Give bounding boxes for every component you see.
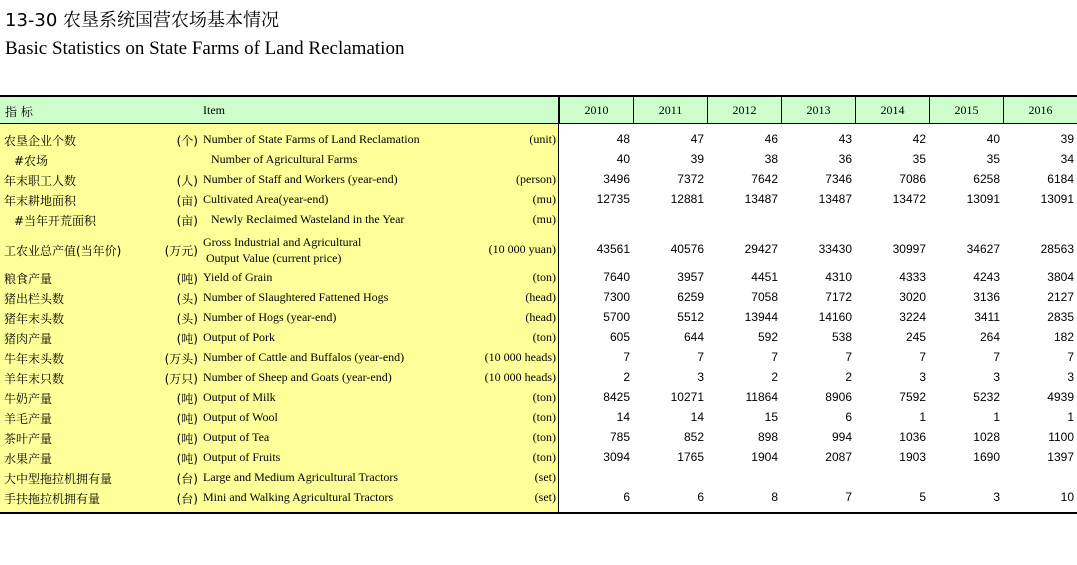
value-cell: 46 [764, 132, 778, 146]
row-label-en-line1: Cultivated Area(year-end) [203, 192, 329, 206]
value-cell: 7 [623, 350, 630, 364]
header-rule [0, 123, 1077, 124]
value-cell: 6258 [973, 172, 1000, 186]
value-cell: 3 [697, 370, 704, 384]
value-cell: 785 [609, 430, 630, 444]
value-cell: 3411 [974, 310, 1000, 324]
value-cell: 39 [690, 152, 704, 166]
row-label-en [203, 490, 393, 505]
row-unit-en: (ton) [532, 390, 556, 404]
value-cell: 2087 [825, 450, 852, 464]
row-label-cn: 猪年末头数 [4, 312, 65, 326]
row-label-cn: 牛奶产量 [4, 392, 53, 406]
row-label-cn: 茶叶产量 [4, 432, 53, 446]
row-unit-cn: (台) [176, 472, 198, 486]
row-label-en-line1: Number of Slaughtered Fattened Hogs [203, 290, 389, 304]
value-cell: 1 [993, 410, 1000, 424]
value-cell: 47 [690, 132, 704, 146]
row-label-en-line1: Number of Staff and Workers (year-end) [203, 172, 398, 186]
value-cell: 1036 [899, 430, 926, 444]
row-label-cn: 年末职工人数 [4, 174, 77, 188]
value-cell: 13487 [818, 192, 852, 206]
row-label-en [203, 470, 398, 485]
value-cell: 1 [919, 410, 926, 424]
value-cell: 1100 [1048, 430, 1074, 444]
value-cell: 35 [912, 152, 926, 166]
value-cell: 2 [845, 370, 852, 384]
value-cell: 48 [616, 132, 630, 146]
value-cell: 13944 [744, 310, 778, 324]
value-cell: 7172 [825, 290, 852, 304]
value-cell: 40 [986, 132, 1000, 146]
row-label-cn: 羊毛产量 [4, 412, 53, 426]
value-cell: 3136 [973, 290, 1000, 304]
row-unit-en: (mu) [532, 212, 556, 226]
value-cell: 2 [771, 370, 778, 384]
row-unit-cn: (吨) [176, 272, 198, 286]
row-unit-cn: (亩) [176, 214, 198, 228]
value-cell: 7592 [899, 390, 926, 404]
value-cell: 7 [919, 350, 926, 364]
row-unit-en: (mu) [532, 192, 556, 206]
row-unit-cn: (吨) [176, 392, 198, 406]
value-cell: 6 [845, 410, 852, 424]
row-label-cn: 手扶拖拉机拥有量 [4, 492, 101, 506]
value-cell: 6 [623, 490, 630, 504]
year-header: 2010 [559, 97, 633, 123]
row-label-en-line1: Yield of Grain [203, 270, 273, 284]
row-label-en-line1: Number of Sheep and Goats (year-end) [203, 370, 392, 384]
value-cell: 4310 [825, 270, 852, 284]
value-cell: 40 [616, 152, 630, 166]
row-unit-en: (set) [534, 470, 556, 484]
value-cell: 3957 [677, 270, 704, 284]
value-cell: 7642 [751, 172, 778, 186]
value-cell: 5512 [677, 310, 704, 324]
value-cell: 4333 [899, 270, 926, 284]
value-cell: 3 [1067, 370, 1074, 384]
value-cell: 3 [993, 490, 1000, 504]
row-unit-cn: (吨) [176, 432, 198, 446]
value-cell: 1028 [973, 430, 1000, 444]
row-label-en-line1: Gross Industrial and Agricultural [203, 235, 362, 249]
row-label-en [211, 152, 357, 167]
value-cell: 1690 [973, 450, 1000, 464]
row-label-cn: 粮食产量 [4, 272, 53, 286]
value-cell: 13472 [892, 192, 926, 206]
row-unit-en: (head) [525, 290, 556, 304]
bottom-rule [0, 512, 1077, 514]
value-cell: 6 [697, 490, 704, 504]
year-header: 2015 [929, 97, 1003, 123]
row-label-cn: 猪出栏头数 [4, 292, 65, 306]
column-divider [558, 97, 559, 513]
value-cell: 6184 [1047, 172, 1074, 186]
row-unit-cn: (吨) [176, 332, 198, 346]
row-unit-en: (unit) [529, 132, 556, 146]
row-label-en [203, 192, 328, 207]
value-cell: 39 [1060, 132, 1074, 146]
value-cell: 2 [623, 370, 630, 384]
row-label-en-line1: Number of State Farms of Land Reclamation [203, 132, 420, 146]
value-cell: 605 [609, 330, 630, 344]
value-cell: 994 [831, 430, 852, 444]
value-cell: 5 [919, 490, 926, 504]
value-cell: 11864 [745, 390, 778, 404]
table-title-cn: 13-30 农垦系统国营农场基本情况 [5, 10, 280, 31]
row-unit-cn: (头) [176, 312, 198, 326]
row-label-en [203, 450, 280, 465]
value-cell: 13091 [1040, 192, 1074, 206]
value-cell: 36 [838, 152, 852, 166]
row-label-en-line1: Large and Medium Agricultural Tractors [203, 470, 399, 484]
value-cell: 40576 [670, 242, 704, 256]
value-cell: 8425 [603, 390, 630, 404]
value-cell: 7 [1067, 350, 1074, 364]
value-cell: 13091 [966, 192, 1000, 206]
row-unit-en: (ton) [532, 450, 556, 464]
value-cell: 7640 [603, 270, 630, 284]
value-cell: 8906 [825, 390, 852, 404]
row-label-cn: 大中型拖拉机拥有量 [4, 472, 113, 486]
year-header: 2014 [855, 97, 929, 123]
row-label-en-line1: Number of Hogs (year-end) [203, 310, 337, 324]
value-cell: 1904 [751, 450, 778, 464]
value-cell: 2835 [1047, 310, 1074, 324]
row-label-en [203, 132, 420, 147]
value-cell: 15 [764, 410, 778, 424]
value-cell: 1397 [1047, 450, 1074, 464]
value-cell: 33430 [818, 242, 852, 256]
row-label-en [203, 310, 336, 325]
row-label-en-line1: Newly Reclaimed Wasteland in the Year [211, 212, 405, 226]
value-cell: 28563 [1040, 242, 1074, 256]
value-cell: 4243 [973, 270, 1000, 284]
value-cell: 14160 [818, 310, 852, 324]
value-cell: 10 [1060, 490, 1074, 504]
row-label-en-line1: Output of Tea [203, 430, 270, 444]
value-cell: 6259 [677, 290, 704, 304]
row-label-en-line1: Output of Wool [203, 410, 278, 424]
value-cell: 12735 [596, 192, 630, 206]
value-cell: 7346 [825, 172, 852, 186]
row-label-cn: 猪肉产量 [4, 332, 53, 346]
row-unit-cn: (个) [176, 134, 198, 148]
row-label-cn: 水果产量 [4, 452, 53, 466]
year-header: 2013 [781, 97, 855, 123]
row-label-en-line2: Output Value (current price) [206, 251, 342, 265]
row-label-cn: 牛年末头数 [4, 352, 65, 366]
row-unit-cn: (亩) [176, 194, 198, 208]
year-header: 2011 [633, 97, 707, 123]
value-cell: 3804 [1047, 270, 1074, 284]
row-label-en-line1: Output of Pork [203, 330, 275, 344]
row-unit-en: (ton) [532, 410, 556, 424]
value-cell: 3 [919, 370, 926, 384]
value-cell: 2127 [1047, 290, 1074, 304]
value-cell: 5232 [973, 390, 1000, 404]
row-unit-en: (head) [525, 310, 556, 324]
value-cell: 3020 [899, 290, 926, 304]
row-unit-cn: (头) [176, 292, 198, 306]
value-cell: 29427 [744, 242, 778, 256]
row-label-en-line1: Number of Agricultural Farms [211, 152, 358, 166]
value-cell: 264 [979, 330, 1000, 344]
row-label-en [203, 370, 392, 385]
row-unit-cn: (吨) [176, 412, 198, 426]
row-label-cn: 年末耕地面积 [4, 194, 77, 208]
value-cell: 7372 [677, 172, 704, 186]
header-item-en: Item [203, 103, 225, 117]
value-cell: 538 [831, 330, 852, 344]
row-label-en-line1: Mini and Walking Agricultural Tractors [203, 490, 394, 504]
row-label-en [203, 330, 275, 345]
header-indicator-cn: 指 标 [5, 105, 33, 119]
row-unit-en: (10 000 yuan) [488, 242, 556, 256]
value-cell: 43 [838, 132, 852, 146]
value-cell: 5700 [603, 310, 630, 324]
row-unit-cn: (吨) [176, 452, 198, 466]
value-cell: 1 [1067, 410, 1074, 424]
row-unit-en: (10 000 heads) [484, 350, 556, 364]
row-unit-cn: (台) [176, 492, 198, 506]
value-cell: 245 [905, 330, 926, 344]
value-cell: 10271 [670, 390, 704, 404]
value-cell: 7 [845, 490, 852, 504]
value-cell: 852 [683, 430, 704, 444]
value-cell: 34 [1060, 152, 1074, 166]
table-title-en: Basic Statistics on State Farms of Land Reclamation [5, 38, 405, 59]
value-cell: 7 [771, 350, 778, 364]
value-cell: 182 [1053, 330, 1074, 344]
value-cell: 13487 [744, 192, 778, 206]
value-cell: 898 [757, 430, 778, 444]
row-label-en [211, 212, 404, 227]
value-cell: 43561 [596, 242, 630, 256]
row-unit-en: (set) [534, 490, 556, 504]
row-label-cn: #农场 [14, 154, 49, 168]
row-unit-cn: (万只) [164, 372, 198, 386]
row-label-en-line1: Number of Cattle and Buffalos (year-end) [203, 350, 405, 364]
value-cell: 3496 [603, 172, 630, 186]
row-unit-en: (person) [516, 172, 556, 186]
row-label-en [203, 234, 361, 266]
value-cell: 35 [986, 152, 1000, 166]
row-label-en [203, 350, 404, 365]
value-cell: 1903 [899, 450, 926, 464]
value-cell: 12881 [670, 192, 704, 206]
value-cell: 644 [683, 330, 704, 344]
value-cell: 8 [771, 490, 778, 504]
value-cell: 3 [993, 370, 1000, 384]
value-cell: 4939 [1047, 390, 1074, 404]
row-label-en [203, 172, 398, 187]
row-unit-cn: (人) [176, 174, 198, 188]
row-label-cn: 农垦企业个数 [4, 134, 77, 148]
value-cell: 7 [845, 350, 852, 364]
value-cell: 7086 [899, 172, 926, 186]
row-label-cn: 工农业总产值(当年价) [4, 244, 122, 258]
value-cell: 7300 [603, 290, 630, 304]
row-label-en [203, 430, 269, 445]
row-unit-cn: (万元) [164, 244, 198, 258]
row-label-en-line1: Output of Milk [203, 390, 276, 404]
row-unit-cn: (万头) [164, 352, 198, 366]
value-cell: 30997 [892, 242, 926, 256]
value-cell: 4451 [751, 270, 778, 284]
value-cell: 1765 [677, 450, 704, 464]
row-label-en-line1: Output of Fruits [203, 450, 281, 464]
value-cell: 14 [690, 410, 704, 424]
value-cell: 592 [757, 330, 778, 344]
year-header: 2016 [1003, 97, 1077, 123]
year-header: 2012 [707, 97, 781, 123]
row-label-en [203, 270, 272, 285]
top-rule [0, 95, 1077, 97]
row-label-en [203, 290, 388, 305]
row-unit-en: (ton) [532, 330, 556, 344]
value-cell: 14 [616, 410, 630, 424]
row-label-en [203, 390, 276, 405]
row-unit-en: (10 000 heads) [484, 370, 556, 384]
value-cell: 7 [697, 350, 704, 364]
row-label-en [203, 410, 278, 425]
value-cell: 7 [993, 350, 1000, 364]
value-cell: 34627 [966, 242, 1000, 256]
header-left-bg [0, 97, 558, 123]
row-label-cn: 羊年末只数 [4, 372, 65, 386]
row-label-cn: #当年开荒面积 [14, 214, 97, 228]
value-cell: 3224 [899, 310, 926, 324]
value-cell: 42 [912, 132, 926, 146]
row-unit-en: (ton) [532, 270, 556, 284]
value-cell: 3094 [603, 450, 630, 464]
row-unit-en: (ton) [532, 430, 556, 444]
value-cell: 38 [764, 152, 778, 166]
value-cell: 7058 [751, 290, 778, 304]
